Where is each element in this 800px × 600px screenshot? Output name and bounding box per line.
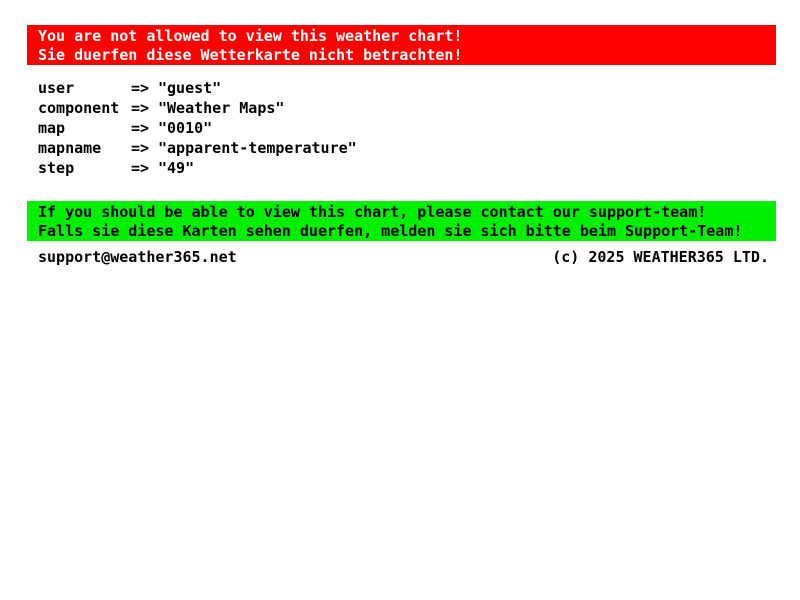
copyright-notice: (c) 2025 WEATHER365 LTD. bbox=[552, 248, 769, 266]
param-row-user bbox=[38, 78, 357, 98]
arrow-symbol: => bbox=[131, 139, 150, 157]
error-banner bbox=[27, 25, 776, 65]
support-email: support@weather365.net bbox=[38, 248, 237, 266]
param-value: "Weather Maps" bbox=[158, 99, 285, 117]
param-key: component bbox=[38, 99, 120, 117]
param-value: "0010" bbox=[158, 119, 213, 137]
param-row-map bbox=[38, 118, 357, 138]
param-row-mapname bbox=[38, 138, 357, 158]
param-value: "49" bbox=[158, 159, 195, 177]
support-banner bbox=[27, 201, 776, 241]
param-value: "guest" bbox=[158, 79, 222, 97]
request-parameter-list bbox=[38, 78, 357, 178]
footer bbox=[27, 247, 776, 267]
param-key: step bbox=[38, 159, 75, 177]
error-message-english: You are not allowed to view this weather chart! bbox=[38, 27, 463, 45]
param-row-step bbox=[38, 158, 357, 178]
support-message-english: If you should be able to view this chart, please contact our support-team! bbox=[38, 203, 707, 221]
support-message-german: Falls sie diese Karten sehen duerfen, melden sie sich bitte beim Support-Team! bbox=[38, 222, 743, 240]
param-value: "apparent-temperature" bbox=[158, 139, 357, 157]
arrow-symbol: => bbox=[131, 99, 150, 117]
param-key: mapname bbox=[38, 139, 102, 157]
arrow-symbol: => bbox=[131, 79, 150, 97]
param-row-component bbox=[38, 98, 357, 118]
param-key: user bbox=[38, 79, 75, 97]
arrow-symbol: => bbox=[131, 159, 150, 177]
param-key: map bbox=[38, 119, 66, 137]
arrow-symbol: => bbox=[131, 119, 150, 137]
error-message-german: Sie duerfen diese Wetterkarte nicht betrachten! bbox=[38, 46, 463, 64]
